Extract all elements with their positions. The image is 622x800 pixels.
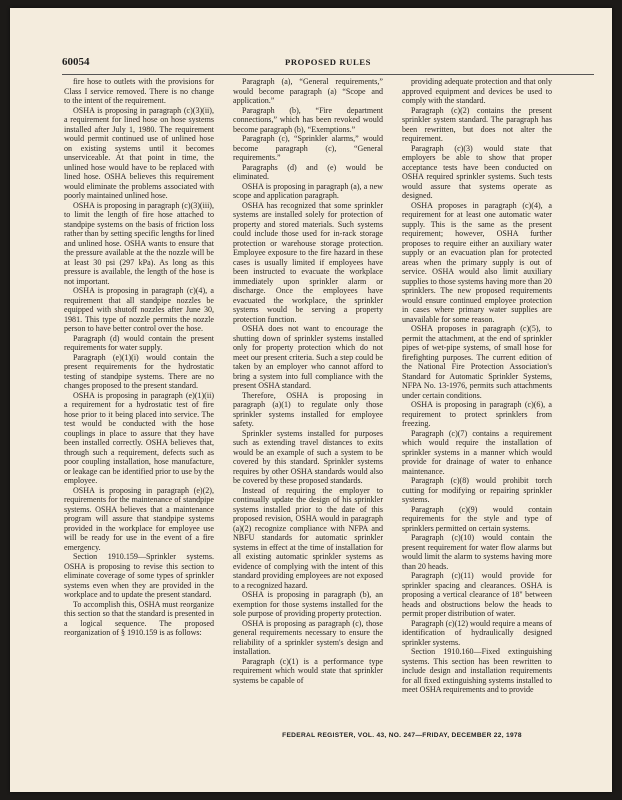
page-header [62, 56, 594, 70]
paragraph: Paragraph (c)(3) would state that employers be able to show that proper acceptance tests have been conducted on OSHA required sprinkler systems. Such tests would assure that systems operate as designed. [402, 143, 552, 200]
paragraph: OSHA is proposing in paragraph (c)(6), a requirement to protect sprinklers from freezing. [402, 400, 552, 428]
paragraph: Paragraph (e)(1)(i) would contain the present requirements for the hydrostatic testing of standpipe systems. There are no changes proposed to the present standard. [64, 352, 214, 390]
paragraph: OSHA is proposing in paragraph (c)(4), a requirement that all standpipe nozzles be equipped with shutoff nozzles after June 30, 1981. This type of nozzle permits the nozzle person to have better control over the hose. [64, 286, 214, 333]
paragraph: OSHA is proposing in paragraph (c)(3)(iii), to limit the length of fire hose attached to standpipe systems on the basis of friction loss rather than by setting specific lengths for lined and unlined hose. OSHA wants to ensure that the pressure available at the the nozzle will be at least 30 psi (297 kPa). As long as this pressure is available, the length of the hose is not important. [64, 200, 214, 286]
paragraph: Paragraph (a), “General requirements,” would become paragraph (a) “Scope and application.” [233, 77, 383, 105]
paragraph: OSHA proposes in paragraph (c)(4), a requirement for at least one automatic water supply. This is the same as the present requirement; however, OSHA further proposes to require either an auxiliary water supply or an evacuation plan for protected areas when the primary supply is out of service. OSHA would also limit auxiliary supplies to those systems having more than 20 sprinklers. The new proposed requirements would ensure continued employee protection in cases where primary water supplies are unavailable for some reason. [402, 200, 552, 324]
paragraph: Paragraph (b), “Fire department connections,” which has been revoked would become paragraph (b), “Exemptions.” [233, 105, 383, 134]
paragraph: OSHA has recognized that some sprinkler systems are installed solely for protection of property and stored materials. Such systems could include those used for in-rack storage protection or warehouse storage protection. Employee exposure to the fire hazard in these cases is usually limited if employees have been instructed to evacuate the workplace immediately upon sprinkler alarm or discharge. Once the employees have evacuated the workplace, the sprinkler systems would be serving a property protection function. [233, 200, 383, 324]
paragraph: Section 1910.160—Fixed extinguishing systems. This section has been rewritten to include design and installation requirements for all fixed extinguishing systems installed to meet OSHA requirements and to provide [402, 647, 552, 694]
section-title: PROPOSED RULES [285, 57, 371, 67]
paragraph: Paragraph (c)(12) would require a means of identification of hydraulically designed sprinkler systems. [402, 618, 552, 647]
paragraph: OSHA proposes in paragraph (c)(5), to permit the attachment, at the end of sprinkler pipes of wet-pipe systems, of small hose for firefighting purposes. The current edition of the National Fire Protection Association's Standard for Automatic Sprinkler Systems, NFPA No. 13-1976, permits such attachments under certain conditions. [402, 324, 552, 400]
page-number: 60054 [62, 56, 90, 68]
paragraph: OSHA is proposing as paragraph (c), those general requirements necessary to ensure the reliability of a sprinkler system's design and installation. [233, 618, 383, 656]
header-rule [62, 74, 594, 75]
text-column-3 [402, 77, 552, 697]
paragraph: Paragraph (c)(10) would contain the present requirement for water flow alarms but would limit the alarm to systems having more than 20 heads. [402, 533, 552, 571]
paragraph: Paragraph (c)(1) is a performance type requirement which would state that sprinkler systems be capable of [233, 656, 383, 685]
paragraph: Paragraph (c)(11) would provide for sprinkler spacing and clearances. OSHA is proposing a vertical clearance of 18" between heads and obstructions below the heads to permit proper distribution of water. [402, 571, 552, 618]
paragraph: Paragraph (c)(2) contains the present sprinkler system standard. The paragraph has been rewritten, but does not alter the requirement. [402, 105, 552, 143]
paragraph: Section 1910.159—Sprinkler systems. OSHA is proposing to revise this section to eliminate coverage of some types of sprinkler systems even when they are provided in the workplace and to update the present standard. [64, 552, 214, 599]
paragraph: Sprinkler systems installed for purposes such as extending travel distances to exits would be an example of such a system to be covered by this standard. Sprinkler systems requires by other OSHA standards would also be covered by these proposed standards. [233, 428, 383, 485]
paragraph: Paragraph (d) would contain the present requirements for water supply. [64, 333, 214, 352]
paragraph: Paragraphs (d) and (e) would be eliminated. [233, 162, 383, 181]
paragraph: OSHA is proposing in paragraph (a), a new scope and application paragraph. [233, 181, 383, 200]
document-page [10, 8, 612, 792]
paragraph: OSHA is proposing in paragraph (e)(1)(ii) a requirement for a hydrostatic test of fire hose prior to it being placed into service. The test would be conducted with the hose couplings in place to assure that they have been installed correctly. OSHA believes that, through such a requirement, defects such as poor coupling installation, hose manufacture, or leakage can be identified prior to use by the employee. [64, 390, 214, 485]
paragraph: Paragraph (c)(9) would contain requirements for the style and type of sprinklers permitted on certain systems. [402, 504, 552, 533]
text-column-2 [233, 77, 383, 691]
paragraph: To accomplish this, OSHA must reorganize this section so that the standard is presented in a logical sequence. The proposed reorganization of § 1910.159 is as follows: [64, 599, 214, 637]
paragraph: Therefore, OSHA is proposing in paragraph (a)(1) to regulate only those sprinkler systems installed for employee safety. [233, 390, 383, 428]
text-column-1 [64, 77, 214, 677]
paragraph: Paragraph (c), “Sprinkler alarms,” would become paragraph (c), “General requirements.” [233, 134, 383, 162]
page-footer: FEDERAL REGISTER, VOL. 43, NO. 247—FRIDAY, DECEMBER 22, 1978 [282, 732, 522, 739]
paragraph: providing adequate protection and that only approved equipment and devices be used to comply with the standard. [402, 77, 552, 105]
paragraph: OSHA is proposing in paragraph (c)(3)(ii), a requirement for lined hose on hose systems installed after July 1, 1980. The requirement would permit continued use of unlined hose on existing systems until it becomes unserviceable. At that point in time, the unlined hose would have to be replaced with lined hose. OSHA believes this requirement would eliminate the problems associated with poorly maintained unlined hose. [64, 105, 214, 200]
paragraph: Paragraph (c)(8) would prohibit torch cutting for modifying or repairing sprinkler systems. [402, 476, 552, 504]
paragraph: fire hose to outlets with the provisions for Class I service removed. There is no change to the intent of the requirement. [64, 77, 214, 105]
paragraph: OSHA is proposing in paragraph (b), an exemption for those systems installed for the sole purpose of providing property protection. [233, 590, 383, 618]
paragraph: OSHA does not want to encourage the shutting down of sprinkler systems installed only for property protection which do not meet our present criteria. Such a step could be taken by an employer who cannot afford to bring a system into full compliance with the present OSHA standard. [233, 324, 383, 390]
paragraph: Instead of requiring the employer to continually update the design of his sprinkler systems installed prior to the date of this proposed revision, OSHA would in paragraph (a)(2) recognize compliance with NFPA and NBFU standards for automatic sprinkler systems in effect at the time of installation for all existing automatic sprinkler systems as evidence of complying with the intent of this standard providing employees are not exposed to a recognized hazard. [233, 485, 383, 590]
paragraph: Paragraph (c)(7) contains a requirement which would require the installation of sprinkler systems in a manner which would provide for drainage of water to enhance maintenance. [402, 428, 552, 476]
paragraph: OSHA is proposing in paragraph (e)(2), requirements for the maintenance of standpipe systems. OSHA believes that a maintenance program will assure that standpipe systems provided in the workplace for employee use will be ready for use in the event of a fire emergency. [64, 485, 214, 552]
